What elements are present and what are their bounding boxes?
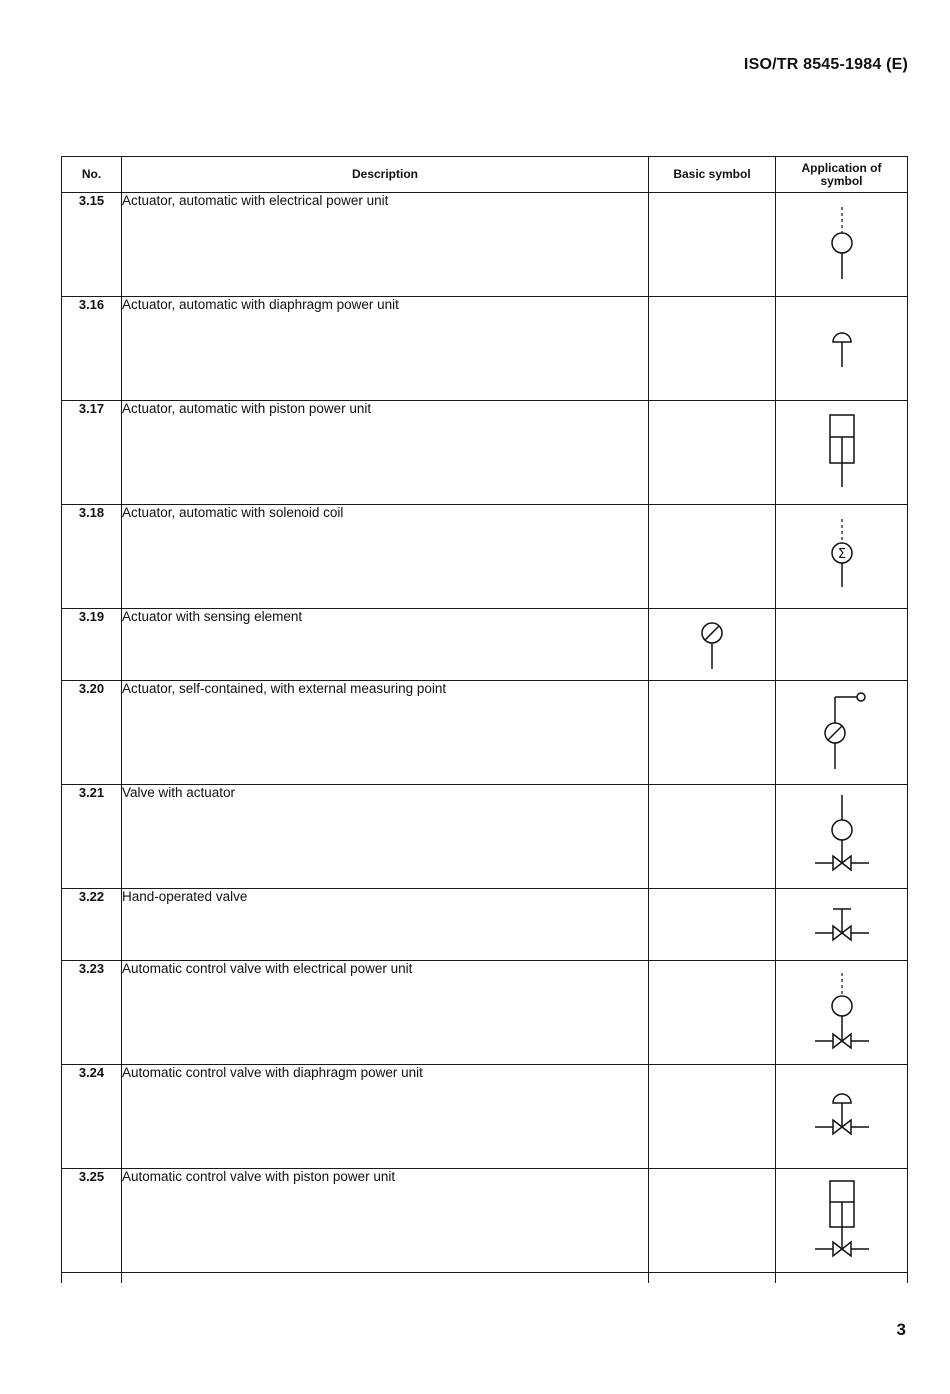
table-row: [62, 785, 908, 889]
application-cell: [776, 1169, 908, 1273]
row-description: Valve with actuator: [122, 785, 649, 889]
row-number: 3.22: [62, 889, 122, 961]
piston-actuator-icon: [812, 401, 872, 501]
row-number: 3.25: [62, 1169, 122, 1273]
row-number: 3.24: [62, 1065, 122, 1169]
application-cell: [776, 1065, 908, 1169]
application-cell: [776, 505, 908, 609]
row-description: Actuator, automatic with diaphragm power unit: [122, 297, 649, 401]
application-cell: [776, 193, 908, 297]
sensing-element-actuator-icon: [682, 609, 742, 677]
svg-text:Σ: Σ: [837, 547, 846, 562]
electrical-actuator-icon: [812, 193, 872, 293]
table-row: [62, 193, 908, 297]
row-description: Actuator, automatic with electrical power unit: [122, 193, 649, 297]
application-cell: [776, 961, 908, 1065]
table-tail-row: [62, 1273, 908, 1284]
diaphragm-actuator-icon: [812, 297, 872, 397]
header-application: [776, 157, 908, 193]
basic-symbol-cell: [649, 609, 776, 681]
table-header-row: [62, 157, 908, 193]
table-row: [62, 505, 908, 609]
valve-with-actuator-icon: [797, 785, 887, 885]
basic-symbol-cell: [649, 1065, 776, 1169]
symbol-table: [61, 156, 908, 1283]
tail-cell: [649, 1273, 776, 1284]
row-description: Actuator, automatic with piston power unit: [122, 401, 649, 505]
row-description: Automatic control valve with electrical power unit: [122, 961, 649, 1065]
basic-symbol-cell: [649, 961, 776, 1065]
row-description: Actuator, self-contained, with external measuring point: [122, 681, 649, 785]
self-contained-actuator-icon: [807, 681, 877, 781]
table-row: [62, 961, 908, 1065]
application-cell: [776, 297, 908, 401]
table-row: [62, 681, 908, 785]
header-description: Description: [122, 157, 649, 193]
header-application-text: Application of symbol: [801, 160, 882, 188]
basic-symbol-cell: [649, 401, 776, 505]
application-cell: [776, 401, 908, 505]
basic-symbol-cell: [649, 681, 776, 785]
basic-symbol-cell: [649, 193, 776, 297]
basic-symbol-cell: [649, 297, 776, 401]
row-description: Actuator, automatic with solenoid coil: [122, 505, 649, 609]
row-description: Automatic control valve with piston power unit: [122, 1169, 649, 1273]
row-number: 3.23: [62, 961, 122, 1065]
diaphragm-control-valve-icon: [797, 1065, 887, 1165]
row-number: 3.19: [62, 609, 122, 681]
row-number: 3.20: [62, 681, 122, 785]
tail-cell: [776, 1273, 908, 1284]
application-cell: [776, 681, 908, 785]
table-row: [62, 609, 908, 681]
row-description: Hand-operated valve: [122, 889, 649, 961]
table-row: [62, 1169, 908, 1273]
row-description: Automatic control valve with diaphragm power unit: [122, 1065, 649, 1169]
solenoid-actuator-icon: [812, 505, 872, 605]
document-id: ISO/TR 8545-1984 (E): [743, 56, 908, 73]
basic-symbol-cell: [649, 889, 776, 961]
row-number: 3.18: [62, 505, 122, 609]
table-row: [62, 889, 908, 961]
electrical-control-valve-icon: [797, 961, 887, 1061]
row-description: Actuator with sensing element: [122, 609, 649, 681]
basic-symbol-cell: [649, 785, 776, 889]
application-cell: [776, 889, 908, 961]
header-no: No.: [62, 157, 122, 193]
table-row: [62, 1065, 908, 1169]
tail-cell: [122, 1273, 649, 1284]
header-basic-symbol: Basic symbol: [649, 157, 776, 193]
row-number: 3.16: [62, 297, 122, 401]
page-number: 3: [896, 1320, 906, 1339]
basic-symbol-cell: [649, 505, 776, 609]
tail-cell: [62, 1273, 122, 1284]
hand-operated-valve-icon: [797, 889, 887, 957]
row-number: 3.15: [62, 193, 122, 297]
table-row: [62, 297, 908, 401]
table-row: [62, 401, 908, 505]
row-number: 3.17: [62, 401, 122, 505]
row-number: 3.21: [62, 785, 122, 889]
piston-control-valve-icon: [797, 1169, 887, 1269]
basic-symbol-cell: [649, 1169, 776, 1273]
application-cell: [776, 785, 908, 889]
application-cell: [776, 609, 908, 681]
